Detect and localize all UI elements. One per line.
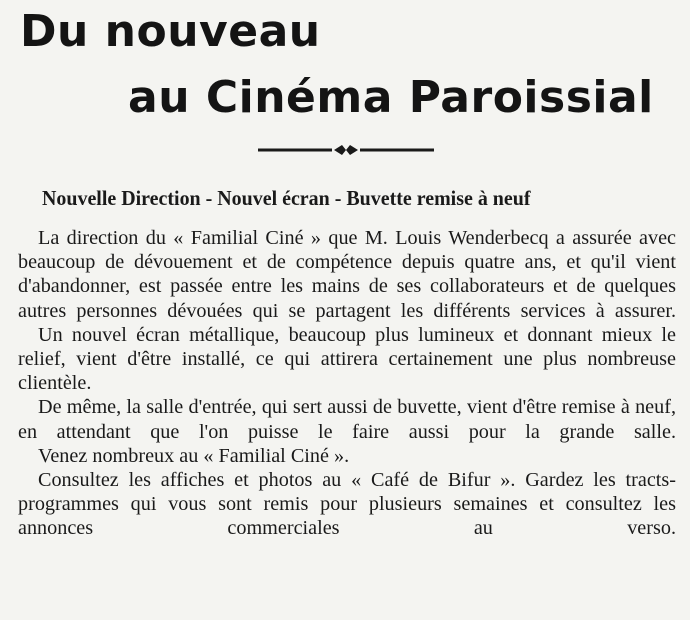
paragraph-invitation: Venez nombreux au « Familial Ciné ». bbox=[38, 444, 350, 467]
subheading: Nouvelle Direction - Nouvel écran - Buvette remise à neuf bbox=[42, 186, 531, 210]
headline-line-1: Du nouveau bbox=[20, 6, 321, 57]
paragraph-direction: La direction du « Familial Ciné » que M. Louis Wenderbecq a assurée avec beaucoup de dévouement et de compétence depuis quatre ans, et qu'il vient d'abandonner, est passée entre les mains de ses collaborateurs et de quelques autres personnes dévouées qui se partagent les différents services à assurer. bbox=[18, 227, 676, 322]
paragraph-ecran: Un nouvel écran métallique, beaucoup plus lumineux et donnant mieux le relief, vient d'être installé, ce qui attirera certainement une plus nombreuse clientèle. bbox=[18, 323, 676, 395]
ornament-center-motif bbox=[334, 145, 358, 155]
paragraph-buvette: De même, la salle d'entrée, qui sert aussi de buvette, vient d'être remise à neuf, en attendant que l'on puisse le faire aussi pour la grande salle. bbox=[18, 396, 676, 443]
ornament-divider bbox=[258, 143, 434, 157]
article-body bbox=[18, 226, 676, 541]
paragraph-consultez: Consultez les affiches et photos au « Café de Bifur ». Gardez les tracts-programmes qui vous sont remis pour plusieurs semaines et consultez les annonces commerciales au verso. bbox=[18, 469, 676, 540]
headline-line-2: au Cinéma Paroissial bbox=[128, 72, 654, 123]
